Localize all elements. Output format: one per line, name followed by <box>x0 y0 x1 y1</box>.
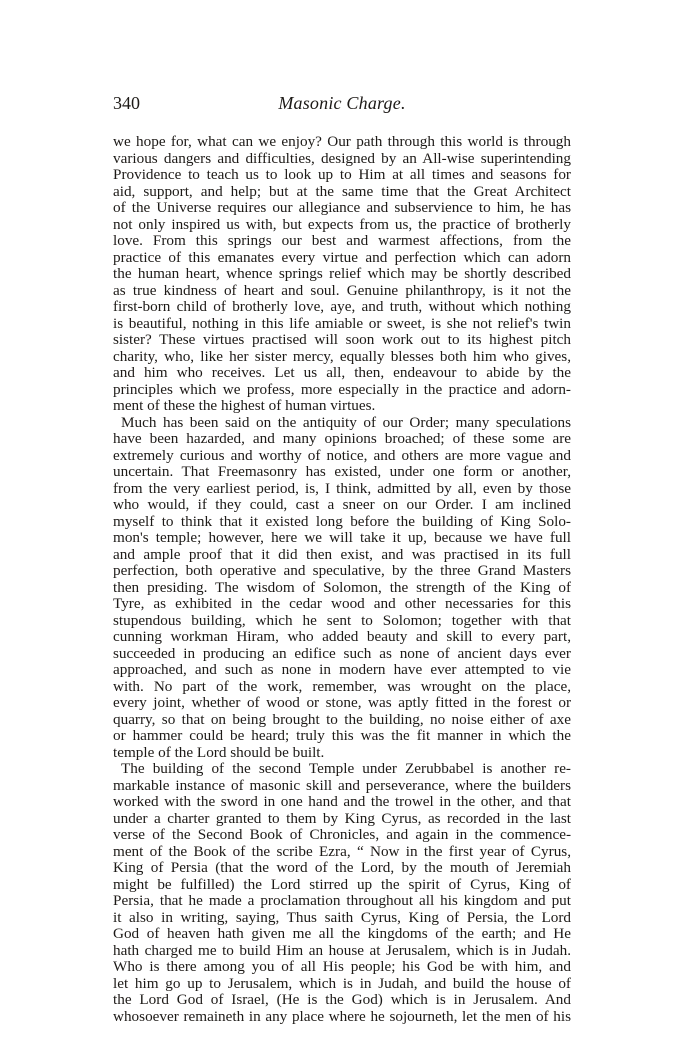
text-line: succeeded in producing an edifice such as none of ancient days ever <box>113 645 571 662</box>
text-line: from the very earliest period, is, I think, admitted by all, even by those <box>113 480 571 497</box>
text-line: the human heart, whence springs relief which may be shortly described <box>113 266 571 282</box>
text-line: God of heaven hath given me all the kingdoms of the earth; and He <box>113 926 571 942</box>
text-line: ment of the Book of the scribe Ezra, “ Now in the first year of Cyrus, <box>113 843 571 860</box>
text-line: uncertain. That Freemasonry has existed, under one form or another, <box>113 464 571 480</box>
text-line: myself to think that it existed long before the building of King Solo- <box>113 513 571 530</box>
text-line: various dangers and difficulties, designed by an All-wise superintending <box>113 150 571 167</box>
text-line: love. From this springs our best and warmest affections, from the <box>113 233 571 249</box>
text-line: as true kindness of heart and soul. Genuine philanthropy, is it not the <box>113 282 571 299</box>
text-line: markable instance of masonic skill and perseverance, where the builders <box>113 777 571 794</box>
paragraph-end-line: ment of these the highest of human virtues. <box>113 398 376 414</box>
text-line: sister? These virtues practised will soon work out to its highest pitch <box>113 332 571 348</box>
text-line: principles which we profess, more especially in the practice and adorn- <box>113 381 571 398</box>
text-line: King of Persia (that the word of the Lord, by the mouth of Jeremiah <box>113 860 571 876</box>
text-line: perfection, both operative and speculative, by the three Grand Masters <box>113 563 571 579</box>
page-number: 340 <box>113 93 140 113</box>
text-line: let him go up to Jerusalem, which is in Judah, and build the house of <box>113 975 571 992</box>
text-line: every joint, whether of wood or stone, was aptly fitted in the forest or <box>113 695 571 711</box>
text-line: verse of the Second Book of Chronicles, and again in the commence- <box>113 827 571 843</box>
text-line: have been hazarded, and many opinions broached; of these some are <box>113 431 571 447</box>
text-line: mon's temple; however, here we will take it up, because we have full <box>113 530 571 546</box>
text-line: under a charter granted to them by King Cyrus, as recorded in the last <box>113 810 571 827</box>
running-title: Masonic Charge. <box>278 93 406 113</box>
text-line: approached, and such as none in modern have ever attempted to vie <box>113 662 571 678</box>
text-line: quarry, so that on being brought to the building, no noise either of axe <box>113 711 571 728</box>
text-line: who would, if they could, cast a sneer on our Order. I am inclined <box>113 497 571 513</box>
text-line: charity, who, like her sister mercy, equally blesses both him who gives, <box>113 348 571 365</box>
text-line: extremely curious and worthy of notice, and others are more vague and <box>113 447 571 464</box>
text-line: then presiding. The wisdom of Solomon, the strength of the King of <box>113 579 571 596</box>
text-line: aid, support, and help; but at the same time that the Great Architect <box>113 183 571 200</box>
text-line: first-born child of brotherly love, aye, and truth, without which nothing <box>113 299 571 315</box>
text-line: of the Universe requires our allegiance and subservience to him, he has <box>113 200 571 216</box>
text-line: hath charged me to build Him an house at Jerusalem, which is in Judah. <box>113 942 571 959</box>
text-line: Tyre, as exhibited in the cedar wood and other necessaries for this <box>113 596 571 612</box>
text-line: not only inspired us with, but expects from us, the practice of brotherly <box>113 216 571 233</box>
text-line: worked with the sword in one hand and the trowel in the other, and that <box>113 794 571 810</box>
text-line: Providence to teach us to look up to Him at all times and seasons for <box>113 167 571 183</box>
paragraph-start-line: The building of the second Temple under Zerubbabel is another re- <box>121 761 571 777</box>
text-line: it also in writing, saying, Thus saith Cyrus, King of Persia, the Lord <box>113 909 571 926</box>
text-line: and ample proof that it did then exist, and was practised in its full <box>113 546 571 563</box>
paragraph-start-line: Much has been said on the antiquity of our Order; many speculations <box>121 414 571 431</box>
text-line: Who is there among you of all His people; his God be with him, and <box>113 959 571 975</box>
text-line: cunning workman Hiram, who added beauty and skill to every part, <box>113 629 571 645</box>
text-line: we hope for, what can we enjoy? Our path through this world is through <box>113 134 571 150</box>
text-line: whosoever remaineth in any place where he sojourneth, let the men of his <box>113 1008 571 1025</box>
text-line: practice of this emanates every virtue and perfection which can adorn <box>113 249 571 266</box>
body-text <box>113 134 571 1025</box>
text-line: Persia, that he made a proclamation throughout all his kingdom and put <box>113 893 571 909</box>
text-line: with. No part of the work, remember, was wrought on the place, <box>113 678 571 695</box>
running-head <box>113 92 571 114</box>
text-line: is beautiful, nothing in this life amiable or sweet, is she not relief's twin <box>113 315 571 332</box>
text-line: and him who receives. Let us all, then, endeavour to abide by the <box>113 365 571 381</box>
text-line: stupendous building, which he sent to Solomon; together with that <box>113 612 571 629</box>
paragraph-end-line: temple of the Lord should be built. <box>113 744 325 761</box>
text-line: might be fulfilled) the Lord stirred up the spirit of Cyrus, King of <box>113 876 571 893</box>
text-line: the Lord God of Israel, (He is the God) which is in Jerusalem. And <box>113 992 571 1008</box>
text-line: or hammer could be heard; truly this was the fit manner in which the <box>113 728 571 744</box>
